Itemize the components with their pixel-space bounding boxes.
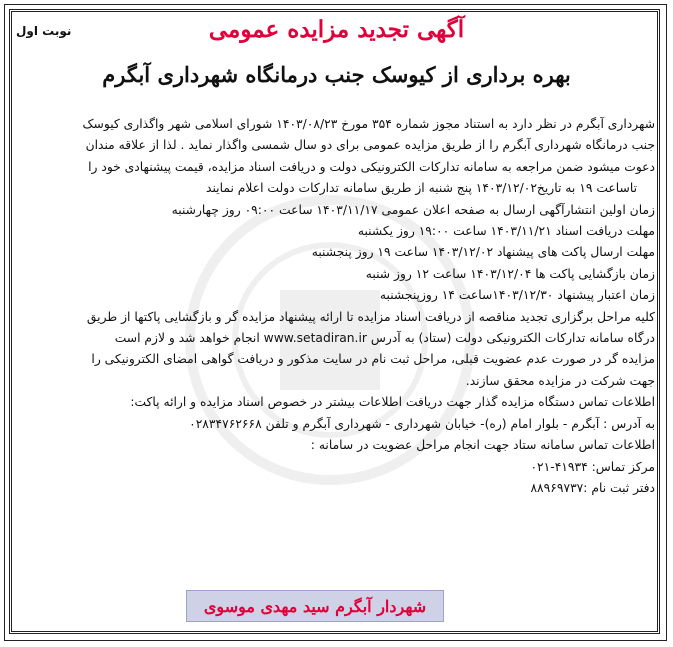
body-line: شهرداری آبگرم در نظر دارد به استناد مجوز شماره ۳۵۴ مورخ ۱۴۰۳/۰۸/۲۳ شورای اسلامی شهر واگذاری کیوسک: [82, 117, 655, 131]
setadiran-link[interactable]: www.setadiran.ir: [263, 331, 367, 346]
body-text-segment: انجام خواهد شد و لازم است: [114, 331, 260, 346]
body-line: [14, 328, 655, 349]
notice-body: [14, 114, 655, 499]
mayor-signature-box: [186, 590, 444, 622]
body-line: مزایده گر در صورت عدم عضویت قبلی، مراحل ثبت نام در سایت مذکور و دریافت گواهی امضای الکترونیکی را: [91, 352, 655, 367]
body-line: کلیه مراحل برگزاری تجدید مناقصه از دریافت اسناد مزایده تا ارائه پیشنهاد مزایده گر و بازگشایی پاکتها از طریق: [86, 309, 655, 324]
contact-registration-office: دفتر ثبت نام :۸۸۹۶۹۷۳۷: [530, 480, 655, 495]
body-line: تاساعت ۱۹ به تاریخ۱۴۰۳/۱۲/۰۲ پنج شنبه از طریق سامانه تدارکات دولت اعلام نمایند: [206, 181, 637, 196]
body-line: جنب درمانگاه شهرداری آبگرم را از طریق مزایده عمومی برای دو سال شمسی واگذار نماید . لذا از علاقه مندان: [85, 138, 655, 153]
date-line-opening: زمان بازگشایی پاکت ها ۱۴۰۳/۱۲/۰۴ ساعت ۱۲ روز شنبه: [365, 266, 655, 281]
body-text-segment: درگاه سامانه تدارکات الکترونیکی دولت (ستاد) به آدرس: [370, 331, 655, 346]
notice-title-main: بهره برداری از کیوسک جنب درمانگاه شهرداری آبگرم: [102, 62, 571, 87]
contact-address: به آدرس : آبگرم - بلوار امام (ره)- خیابان شهرداری - شهرداری آبگرم و تلفن ۰۲۸۳۴۷۶۲۶۶۸: [189, 416, 655, 431]
notice-title-red: آگهی تجدید مزایده عمومی: [208, 16, 465, 43]
contact-line: اطلاعات تماس سامانه ستاد جهت انجام مراحل عضویت در سامانه :: [310, 438, 655, 453]
date-line-first-publish: زمان اولین انتشارآگهی ارسال به صفحه اعلان عمومی ۱۴۰۳/۱۱/۱۷ ساعت ۰۹:۰۰ روز چهارشنبه: [171, 202, 655, 217]
date-line-doc-deadline: مهلت دریافت اسناد ۱۴۰۳/۱۱/۲۱ ساعت ۱۹:۰۰ روز یکشنبه: [357, 224, 655, 239]
mayor-signature: شهردار آبگرم سید مهدی موسوی: [203, 596, 427, 616]
date-line-submission-deadline: مهلت ارسال پاکت های پیشنهاد ۱۴۰۳/۱۲/۰۲ ساعت ۱۹ روز پنجشنبه: [311, 245, 655, 260]
body-line: دعوت میشود ضمن مراجعه به سامانه تدارکات الکترونیکی دولت و دریافت اسناد مزایده، قیمت پیشنهادی خود را: [88, 159, 655, 174]
contact-line: اطلاعات تماس دستگاه مزایده گذار جهت دریافت اطلاعات بیشتر در خصوص اسناد مزایده و ارائه پاکت:: [130, 395, 655, 410]
round-label: نوبت اول: [16, 24, 72, 38]
body-line: جهت شرکت در مزایده محقق سازند.: [465, 373, 655, 388]
contact-call-center: مرکز تماس: ۴۱۹۳۴-۰۲۱: [530, 459, 655, 474]
date-line-validity: زمان اعتبار پیشنهاد ۱۴۰۳/۱۲/۳۰ساعت ۱۴ روزپنجشنبه: [379, 288, 655, 303]
